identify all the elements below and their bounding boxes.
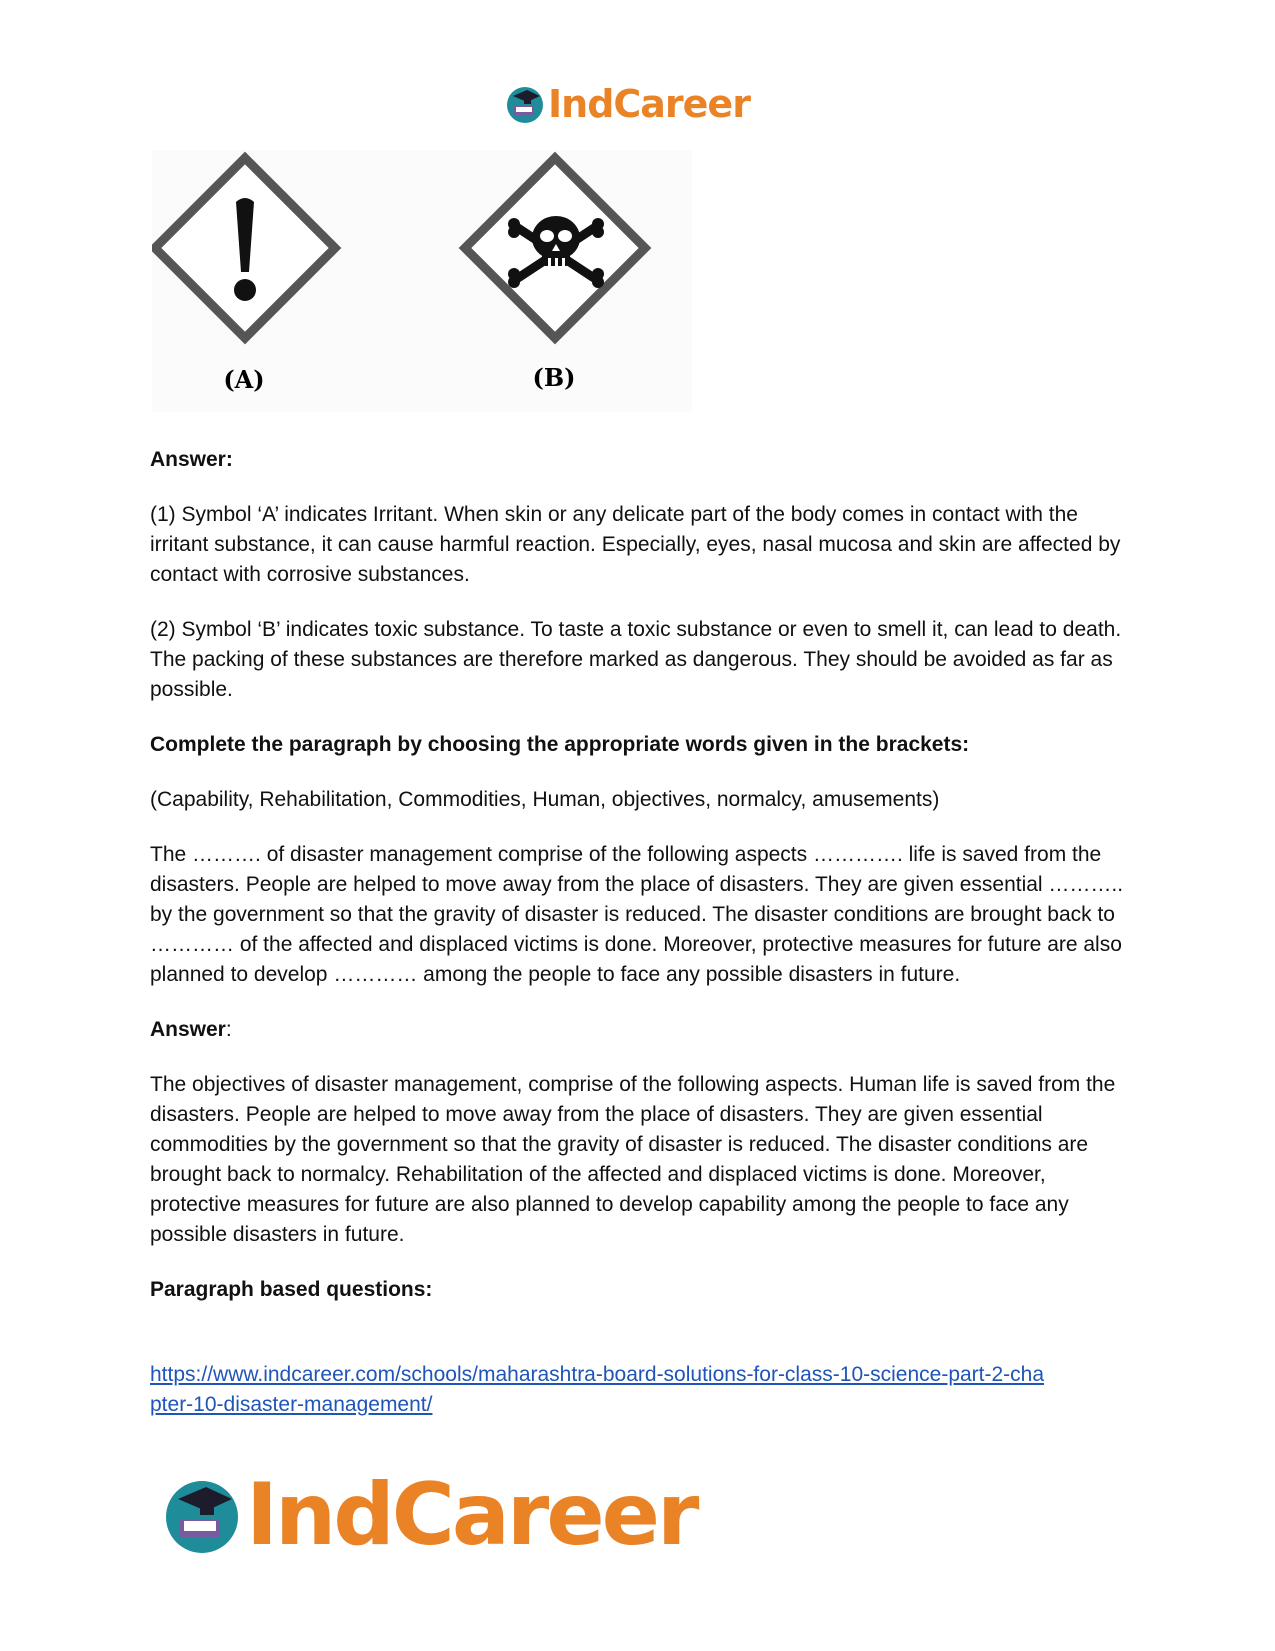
answer-heading-2: [150, 1015, 1140, 1045]
fill-in-paragraph: The ………. of disaster management comprise of the following aspects …………. life is saved from the disasters. People are helped to move away from the place of disasters. They are given essential ……….. by the government so that the gravity of disaster is reduced. The disaster conditions are brought back to ………… of the affected and displaced victims is done. Moreover, protective measures for future are also planned to develop ………… among the people to face any possible disasters in future.: [150, 843, 1124, 986]
answer-heading-2-colon: :: [225, 1018, 232, 1041]
symbol-b-label: (B): [532, 363, 576, 392]
answer-paragraph-2: (2) Symbol ‘B’ indicates toxic substance. To taste a toxic substance or even to smell it, can lead to death. The packing of these substances are therefore marked as dangerous. They should be avoided as far as possible.: [150, 618, 1122, 701]
source-link-line-1[interactable]: https://www.indcareer.com/schools/maharashtra-board-solutions-for-class-10-science-part-2-cha: [150, 1363, 1045, 1386]
answer-paragraph-3: The objectives of disaster management, comprise of the following aspects. Human life is saved from the disasters. People are helped to move away from the place of disasters. They are given essential commodities by the government so that the gravity of disaster is reduced. The disaster conditions are brought back to normalcy. Rehabilitation of the affected and displaced victims is done. Moreover, protective measures for future are also planned to develop capability among the people to face any possible disasters in future.: [150, 1073, 1116, 1246]
paragraph-questions-heading: Paragraph based questions:: [150, 1278, 433, 1301]
document-body: [150, 445, 1140, 1445]
answer-heading-2-label: Answer: [150, 1018, 226, 1041]
symbol-a-label: (A): [223, 365, 265, 394]
answer-paragraph-1: (1) Symbol ‘A’ indicates Irritant. When skin or any delicate part of the body comes in contact with the irritant substance, it can cause harmful reaction. Especially, eyes, nasal mucosa and skin are affected by contact with corrosive substances.: [150, 503, 1121, 586]
logo-text: IndCareer: [548, 82, 750, 126]
logo-text: IndCareer: [246, 1465, 697, 1565]
logo-icon: [504, 83, 546, 125]
skull-crossbones-icon: [465, 158, 645, 338]
exclamation-icon: [155, 158, 335, 338]
answer-heading: Answer:: [150, 448, 233, 471]
source-link-line-2[interactable]: pter-10-disaster-management/: [150, 1393, 433, 1416]
word-options: (Capability, Rehabilitation, Commodities, Human, objectives, normalcy, amusements): [150, 788, 940, 811]
footer-logo: [160, 1465, 697, 1565]
hazard-symbols-figure: [152, 150, 692, 412]
logo-icon: [160, 1473, 244, 1557]
header-logo: [504, 80, 750, 128]
source-link[interactable]: [150, 1360, 1140, 1420]
question-heading: Complete the paragraph by choosing the appropriate words given in the brackets:: [150, 733, 970, 756]
